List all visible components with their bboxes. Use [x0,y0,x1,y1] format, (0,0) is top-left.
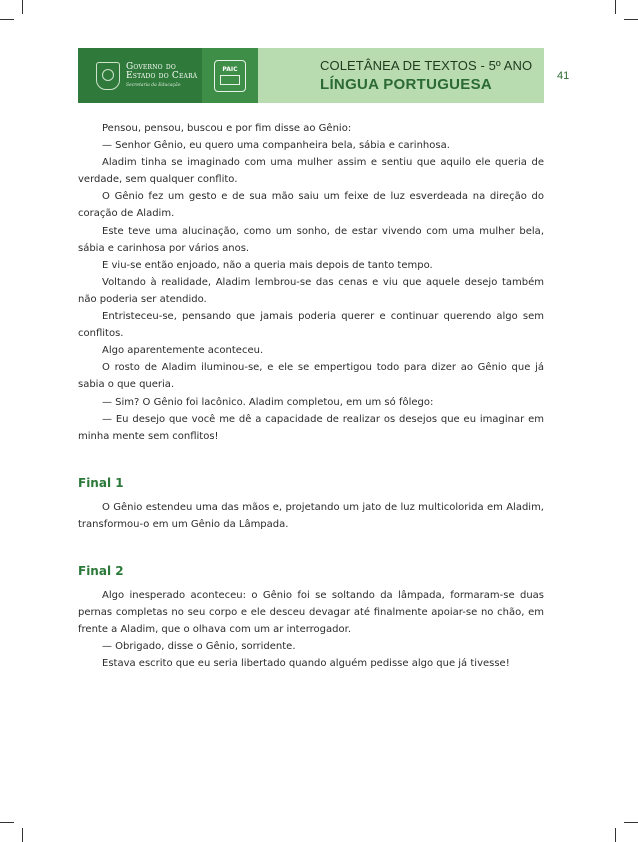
title-box [258,48,544,103]
final2-heading: Final 2 [78,563,124,578]
crop-mark [22,828,23,842]
program-logo [202,48,258,103]
crop-mark [615,0,616,14]
body-paragraph: Algo aparentemente aconteceu. [102,345,264,357]
program-logo-text: PAIC [222,66,238,73]
body-paragraph: Voltando à realidade, Aladim lembrou-se das cenas e viu que aquele desejo também não poderia ser atendido. [78,276,544,305]
final1-heading: Final 1 [78,475,124,490]
gov-line1: Governo do [126,61,176,72]
body-paragraph: O Gênio fez um gesto e de sua mão saiu um feixe de luz esverdeada na direção do coração de Aladim. [78,191,544,220]
page-number: 41 [557,70,570,82]
crop-mark [624,19,638,20]
crop-mark [0,822,14,823]
final1-paragraph: O Gênio estendeu uma das mãos e, projetando um jato de luz multicolorida em Aladim, transformou-o em um Gênio da Lâmpada. [78,501,544,530]
subject-title: LÍNGUA PORTUGUESA [320,76,493,93]
page-content [78,120,544,672]
body-paragraph: Entristeceu-se, pensando que jamais poderia querer e continuar querendo algo sem conflitos. [78,311,544,340]
body-paragraph: E viu-se então enjoado, não a queria mais depois de tanto tempo. [102,259,433,271]
government-logo [78,48,202,103]
final2-paragraph: — Obrigado, disse o Gênio, sorridente. [102,641,296,653]
body-paragraph: Este teve uma alucinação, como um sonho, de estar vivendo com uma mulher bela, sábia e carinhosa por vários anos. [78,225,544,254]
body-paragraph: — Eu desejo que você me dê a capacidade de realizar os desejos que eu imaginar em minha mente sem conflitos! [78,413,544,442]
crop-mark [0,19,14,20]
coat-of-arms-icon [96,62,120,90]
header-banner [78,48,544,103]
final2-paragraph: Estava escrito que eu seria libertado quando alguém pedisse algo que já tivesse! [102,658,510,670]
gov-line2: Estado do Ceará [126,71,198,82]
crop-mark [624,822,638,823]
crop-mark [615,828,616,842]
body-paragraph: Aladim tinha se imaginado com uma mulher assim e sentiu que aquilo ele queria de verdade, sem qualquer conflito. [78,157,544,186]
body-paragraph: — Sim? O Gênio foi lacônico. Aladim completou, em um só fôlego: [102,396,434,408]
crop-mark [22,0,23,14]
body-paragraph: O rosto de Aladim iluminou-se, e ele se empertigou todo para dizer ao Gênio que já sabia o que queria. [78,362,544,391]
body-paragraph: — Senhor Gênio, eu quero uma companheira bela, sábia e carinhosa. [102,140,450,152]
gov-line3: Secretaria da Educação [126,82,181,88]
body-paragraph: Pensou, pensou, buscou e por fim disse ao Gênio: [102,123,352,134]
final2-paragraph: Algo inesperado aconteceu: o Gênio foi se soltando da lâmpada, formaram-se duas pernas completas no seu corpo e ele desceu devagar até finalmente apoiar-se no chão, em frente a Aladim, que o olhava com um ar interrogador. [78,589,544,636]
collection-title: COLETÂNEA DE TEXTOS - 5º ANO [320,58,533,73]
paic-logo-icon [214,60,246,92]
